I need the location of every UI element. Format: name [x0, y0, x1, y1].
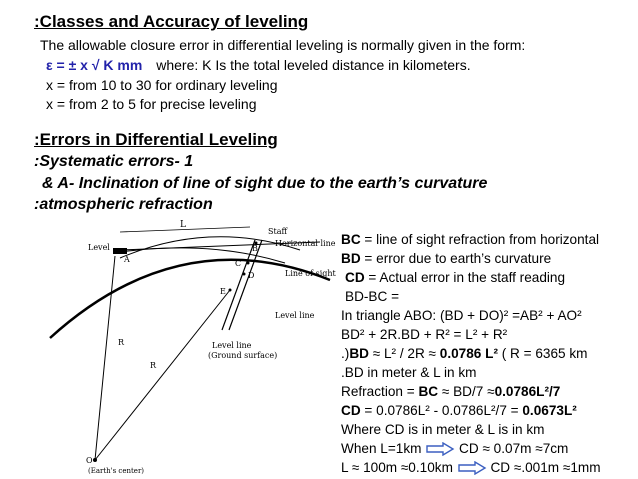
closure-formula: ε = ± x √ K mm	[46, 57, 143, 73]
note-cd	[345, 268, 565, 287]
bd-key: BD	[349, 346, 369, 361]
note-bd-formula	[341, 344, 588, 363]
label-line-of-sight: Line of sight	[285, 269, 336, 278]
label-level: Level	[88, 243, 110, 252]
level-line-curve	[120, 237, 300, 258]
note-expansion: BD² + 2R.BD + R² = L² + R²	[341, 327, 508, 342]
refraction-heading: :atmospheric refraction	[34, 196, 213, 213]
label-level-line: Level line	[275, 311, 315, 320]
note-bd-key: BD	[341, 251, 361, 266]
bd-value: 0.0786 L²	[439, 346, 498, 361]
refraction-prefix: Refraction =	[341, 384, 419, 399]
note-cd-formula	[341, 401, 577, 420]
label-D: D	[248, 271, 255, 280]
cd-key: CD	[341, 403, 361, 418]
bd-suffix: ( R = 6365 km	[497, 346, 588, 361]
ordinary-leveling: x = from 10 to 30 for ordinary leveling	[46, 77, 278, 93]
note-bd-bc: BD-BC =	[345, 289, 400, 304]
note-triangle: In triangle ABO: (BD + DO)² =AB² + AO²	[341, 308, 582, 323]
systematic-errors-heading: :Systematic errors- 1	[34, 153, 194, 170]
label-ground-surface: (Ground surface)	[208, 351, 278, 360]
label-O: O	[86, 456, 93, 465]
note-cd-text: = Actual error in the staff reading	[364, 270, 566, 285]
cd-value: 0.0673L²	[522, 403, 577, 418]
example-2-right: CD ≈.001m ≈1mm	[490, 460, 601, 475]
note-cd-key: CD	[345, 270, 365, 285]
staff-line-1	[222, 240, 255, 330]
label-earth-center: (Earth's center)	[88, 467, 145, 475]
note-refraction	[341, 382, 560, 401]
note-example-1	[341, 439, 568, 458]
radius-line-1	[95, 256, 115, 460]
point-A	[119, 251, 122, 254]
note-units-1: .BD in meter & L in km	[341, 365, 477, 380]
label-staff: Staff	[268, 227, 288, 236]
label-A: A	[124, 255, 130, 264]
note-bc	[341, 230, 599, 249]
label-R-1: R	[118, 338, 125, 347]
bd-prefix: .)	[341, 346, 350, 361]
point-E	[229, 289, 232, 292]
label-B: B	[252, 244, 258, 253]
example-1-right: CD ≈ 0.07m ≈7cm	[459, 441, 569, 456]
label-level-line-ground: Level line	[212, 341, 252, 350]
right-arrow-icon	[425, 442, 455, 456]
label-E: E	[220, 287, 226, 296]
inclination-heading: & A- Inclination of line of sight due to the earth’s curvature	[42, 175, 488, 192]
curvature-diagram	[30, 220, 340, 475]
refraction-key: BC	[418, 384, 439, 399]
refraction-value: 0.0786L²/7	[494, 384, 561, 399]
earth-center-point	[93, 458, 97, 462]
point-D	[243, 273, 246, 276]
label-horizontal-line: Horizontal line	[275, 239, 336, 248]
example-2-left: L ≈ 100m ≈0.10km	[341, 460, 453, 475]
right-arrow-icon	[457, 461, 487, 475]
label-C: C	[235, 259, 242, 268]
radius-line-2	[95, 290, 230, 460]
example-1-left: When L=1km	[341, 441, 422, 456]
formula-line	[46, 57, 471, 73]
precise-leveling: x = from 2 to 5 for precise leveling	[46, 96, 257, 112]
section1-intro: The allowable closure error in differential leveling is normally given in the form:	[40, 37, 526, 53]
note-bc-text: = line of sight refraction from horizontal	[360, 232, 600, 247]
note-units-2: Where CD is in meter & L is in km	[341, 422, 545, 437]
point-C	[247, 262, 250, 265]
label-R-2: R	[150, 361, 157, 370]
bd-mid: ≈ L² / 2R ≈	[368, 346, 440, 361]
cd-mid: = 0.0786L² - 0.0786L²/7 =	[360, 403, 523, 418]
note-example-2	[341, 458, 601, 477]
refraction-mid: ≈ BD/7 ≈	[438, 384, 495, 399]
label-L: L	[180, 220, 186, 230]
section1-title: :Classes and Accuracy of leveling	[34, 12, 309, 31]
note-bc-key: BC	[341, 232, 361, 247]
note-bd-text: = error due to earth’s curvature	[360, 251, 552, 266]
formula-description: where: K Is the total leveled distance in kilometers.	[156, 57, 471, 73]
section2-title: :Errors in Differential Leveling	[34, 130, 278, 149]
note-bd	[341, 249, 551, 268]
